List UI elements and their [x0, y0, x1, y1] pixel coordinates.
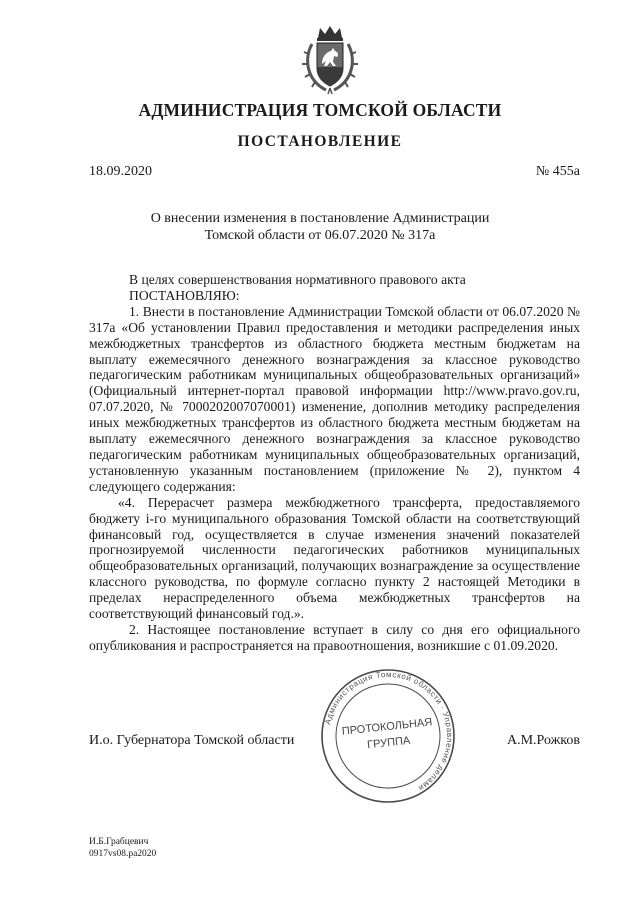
coat-of-arms-icon: [300, 24, 360, 96]
executor-name: И.Б.Грабцевич: [89, 837, 149, 847]
file-reference: 0917vs08.pa2020: [89, 849, 157, 859]
footer: [89, 836, 156, 860]
decree-word: ПОСТАНОВЛЯЮ:: [129, 287, 240, 303]
clause-1-quoted-text: «4. Перерасчет размера межбюджетного трансферта, предоставляемого бюджету i-го муниципального образования Томской области на соответствующий финансовый год, осуществляется в случае изменения значений показателей прогнозируемой численности педагогических работников муниципальных общеобразовательных организаций, получающих вознаграждение за осуществление классного руководства, по формуле согласно пункту 2 настоящей Методики в пределах нераспределенного объема межбюджетных трансфертов на соответствующий финансовый год.».: [89, 494, 580, 622]
document-number: № 455а: [535, 164, 580, 179]
document-type: ПОСТАНОВЛЕНИЕ: [237, 133, 403, 150]
clause-1: 1. Внести в постановление Администрации Томской области от 06.07.2020 № 317а «Об установлении Правил предоставления и методики распределения иных межбюджетных трансфертов из областного бюджета местным бюджетам на выплату ежемесячного денежного вознаграждения за классное руководство педагогическим работникам муниципальных общеобразовательных организаций» (Официальный интернет-портал правовой информации http://www.pravo.gov.ru, 07.07.2020, № 7000202007070001) изменение, дополнив методику распределения иных межбюджетных трансфертов из областного бюджета местным бюджетам на выплату ежемесячного денежного вознаграждения за классное руководство педагогическим работникам муниципальных общеобразовательных организаций, установленную указанным постановлением (приложение № 2), пунктом 4 следующего содержания:: [89, 303, 580, 494]
official-stamp: [318, 666, 458, 806]
clause-2: 2. Настоящее постановление вступает в силу со дня его официального опубликования и распространяется на правоотношения, возникшие с 01.09.2020.: [89, 621, 580, 653]
document-body: [89, 272, 580, 654]
organization-title: АДМИНИСТРАЦИЯ ТОМСКОЙ ОБЛАСТИ: [138, 100, 502, 120]
preamble: В целях совершенствования нормативного правового акта: [129, 272, 466, 287]
svg-text:ГРУППА: ГРУППА: [366, 734, 411, 752]
svg-text:Администрация Томской области: Администрация Томской области · Управление делами: [323, 669, 455, 793]
subject-line-2: Томской области от 06.07.2020 № 317а: [204, 228, 436, 243]
svg-text:ПРОТОКОЛЬНАЯ: ПРОТОКОЛЬНАЯ: [341, 716, 433, 738]
document-subject: [100, 210, 540, 244]
signatory-name: А.М.Рожков: [506, 733, 580, 748]
document-date: 18.09.2020: [89, 164, 152, 179]
subject-line-1: О внесении изменения в постановление Администрации: [150, 211, 490, 226]
signatory-position: И.о. Губернатора Томской области: [89, 733, 295, 748]
